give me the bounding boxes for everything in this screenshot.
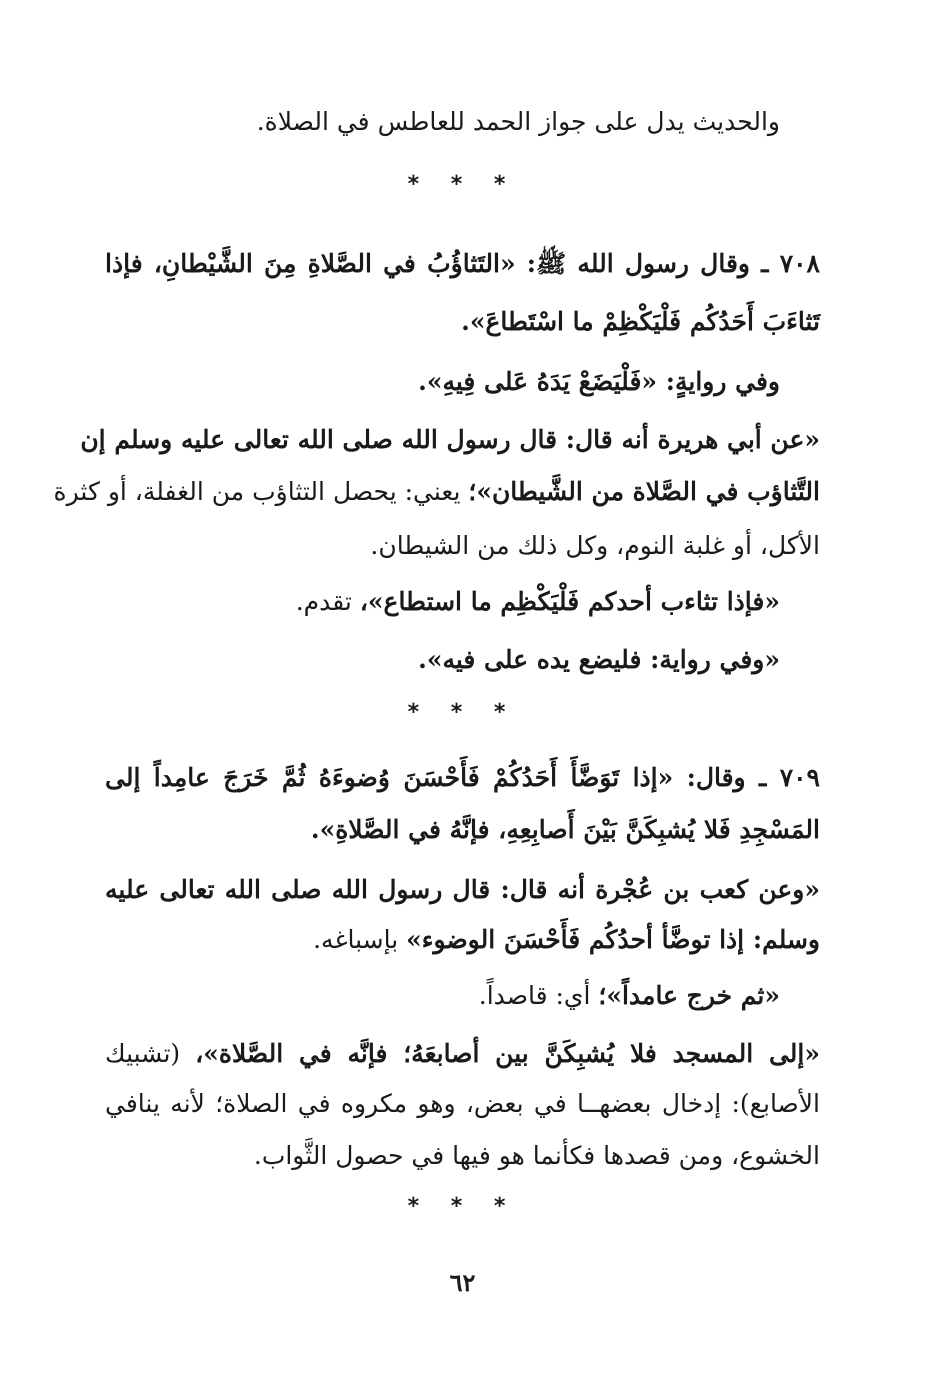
text-line <box>105 810 820 850</box>
text-line <box>80 420 820 460</box>
text-line <box>105 920 820 960</box>
quoted-text: «فإذا تثاءب أحدكم فَلْيَكْظِم ما استطاع»، <box>359 587 780 616</box>
commentary-text: الخشوع، ومن قصدها فكأنما هو فيها في حصول الثَّواب. <box>253 1141 820 1170</box>
section-separator: * * * <box>407 1194 518 1219</box>
quoted-text: «وعن كعب بن عُجْرة أنه قال: قال رسول الله صلى الله تعالى عليه <box>105 875 820 904</box>
quoted-text: التَّثاؤب في الصَّلاة من الشَّيطان»؛ <box>468 477 820 506</box>
book-page <box>53 0 820 1380</box>
text-line <box>53 472 820 512</box>
commentary-text: (تشبيك <box>105 1039 196 1068</box>
commentary-text: أي: قاصداً. <box>478 981 599 1010</box>
section-separator: * * * <box>407 172 518 197</box>
quoted-text: «ثم خرج عامداً»؛ <box>598 981 780 1010</box>
text-line <box>105 302 820 342</box>
commentary-text: الأصابع): إدخال بعضهــا في بعض، وهو مكروه في الصلاة؛ لأنه ينافي <box>105 1089 820 1118</box>
hadith-text: وفي روايةٍ: «فَلْيَضَعْ يَدَهُ عَلى فِيهِ». <box>418 367 780 396</box>
hadith-text: المَسْجِدِ فَلا يُشبِكَنَّ بَيْنَ أَصابِعِهِ، فإنَّهُ في الصَّلاةِ». <box>310 815 820 844</box>
text-line <box>105 870 820 910</box>
text-line <box>105 244 820 284</box>
hadith-text: تَثاءَبَ أَحَدُكُم فَلْيَكْظِمْ ما اسْتَطاعَ». <box>461 307 820 336</box>
text-line <box>105 362 780 402</box>
commentary-text: بإسباغه. <box>313 925 407 954</box>
page-number: ٦٢ <box>449 1268 476 1297</box>
section-separator: * * * <box>407 700 518 725</box>
commentary-text: يعني: يحصل التثاؤب من الغفلة، أو كثرة <box>53 477 469 506</box>
text-line <box>105 758 820 798</box>
text-line <box>105 1136 820 1176</box>
hadith-text: ٧٠٩ ـ وقال: «إذا تَوَضَّأَ أَحَدُكُمْ فَأَحْسَنَ وُضوءَهُ ثُمَّ خَرَجَ عامِداً إلى <box>105 763 820 792</box>
quoted-text: «إلى المسجد فلا يُشبِكَنَّ بين أصابعَهُ؛ فإنَّه في الصَّلاة»، <box>195 1039 820 1068</box>
text-line <box>105 526 820 566</box>
hadith-text: ٧٠٨ ـ وقال رسول الله ﷺ: «التَثاؤُبُ في الصَّلاةِ مِنَ الشَّيْطانِ، فإذا <box>105 249 820 278</box>
commentary-text: تقدم. <box>295 587 360 616</box>
text-span: والحديث يدل على جواز الحمد للعاطس في الصلاة. <box>256 107 780 136</box>
text-line <box>105 1034 820 1074</box>
quoted-text: «عن أبي هريرة أنه قال: قال رسول الله صلى الله تعالى عليه وسلم إن <box>80 425 820 454</box>
quoted-text: «وفي رواية: فليضع يده على فيه». <box>418 645 780 674</box>
text-line <box>105 640 780 680</box>
text-line <box>105 582 780 622</box>
text-line <box>105 102 780 142</box>
quoted-text: وسلم: إذا توضَّأ أحدُكُم فَأَحْسَنَ الوضوء» <box>406 925 820 954</box>
commentary-text: الأكل، أو غلبة النوم، وكل ذلك من الشيطان. <box>370 531 820 560</box>
text-line <box>105 976 780 1016</box>
text-line <box>105 1084 820 1124</box>
